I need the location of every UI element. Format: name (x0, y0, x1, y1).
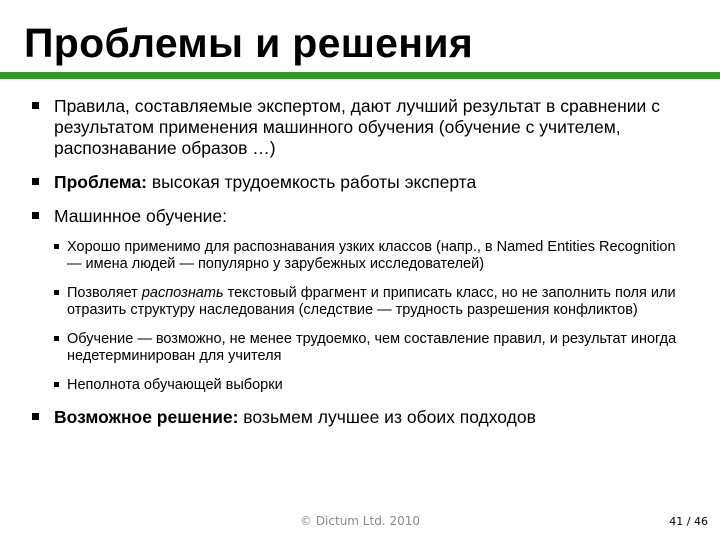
sub-bullet-training-effort (54, 331, 692, 365)
small-square-bullet-icon (54, 244, 59, 249)
footer-copyright: © Dictum Ltd. 2010 (300, 514, 420, 528)
sub-bullet-emphasis: распознать (141, 285, 224, 301)
bullet-label: Проблема: (54, 172, 147, 192)
bullet-text: возьмем лучшее из обоих подходов (238, 407, 536, 427)
square-bullet-icon (32, 413, 39, 420)
page-separator: / (686, 515, 691, 528)
page-total: 46 (694, 515, 708, 528)
sub-bullet-incomplete-training-set (54, 377, 692, 394)
sub-bullet-text: Неполнота обучающей выборки (67, 377, 283, 393)
bullet-text: высокая трудоемкость работы эксперта (147, 172, 477, 192)
small-square-bullet-icon (54, 336, 59, 341)
page-current: 41 (669, 515, 684, 528)
bullet-problem (32, 172, 692, 193)
sub-bullet-text: Обучение — возможно, не менее трудоемко, чем составление правил, и результат иногда недетерминирован для учителя (67, 331, 677, 364)
sub-bullet-text: Хорошо применимо для распознавания узких классов (напр., в Named Entities Recognition — имена людей — популярно у зарубежных исследователей) (67, 239, 676, 272)
main-bullet-list (32, 96, 692, 441)
bullet-machine-learning (32, 206, 692, 394)
sub-bullet-text-start: Позволяет (67, 285, 142, 301)
title-underline (0, 72, 720, 79)
bullet-label: Возможное решение: (54, 407, 239, 427)
slide-title: Проблемы и решения (24, 20, 474, 66)
bullet-possible-solution (32, 407, 692, 428)
page-number (669, 515, 708, 528)
square-bullet-icon (32, 178, 39, 185)
square-bullet-icon (32, 212, 39, 219)
bullet-rules-vs-ml (32, 96, 692, 159)
small-square-bullet-icon (54, 382, 59, 387)
small-square-bullet-icon (54, 290, 59, 295)
bullet-text: Правила, составляемые экспертом, дают лучший результат в сравнении с результатом применения машинного обучения (обучение с учителем, распознавание образов …) (54, 96, 660, 158)
sub-bullet-recognize-fragment (54, 285, 692, 319)
sub-bullet-list (54, 239, 692, 394)
sub-bullet-text-end: текстовый фрагмент и приписать класс, но не заполнить поля или отразить структуру наследования (следствие — трудность разрешения конфликтов) (67, 285, 676, 318)
bullet-text: Машинное обучение: (54, 206, 227, 226)
square-bullet-icon (32, 102, 39, 109)
sub-bullet-narrow-classes (54, 239, 692, 273)
